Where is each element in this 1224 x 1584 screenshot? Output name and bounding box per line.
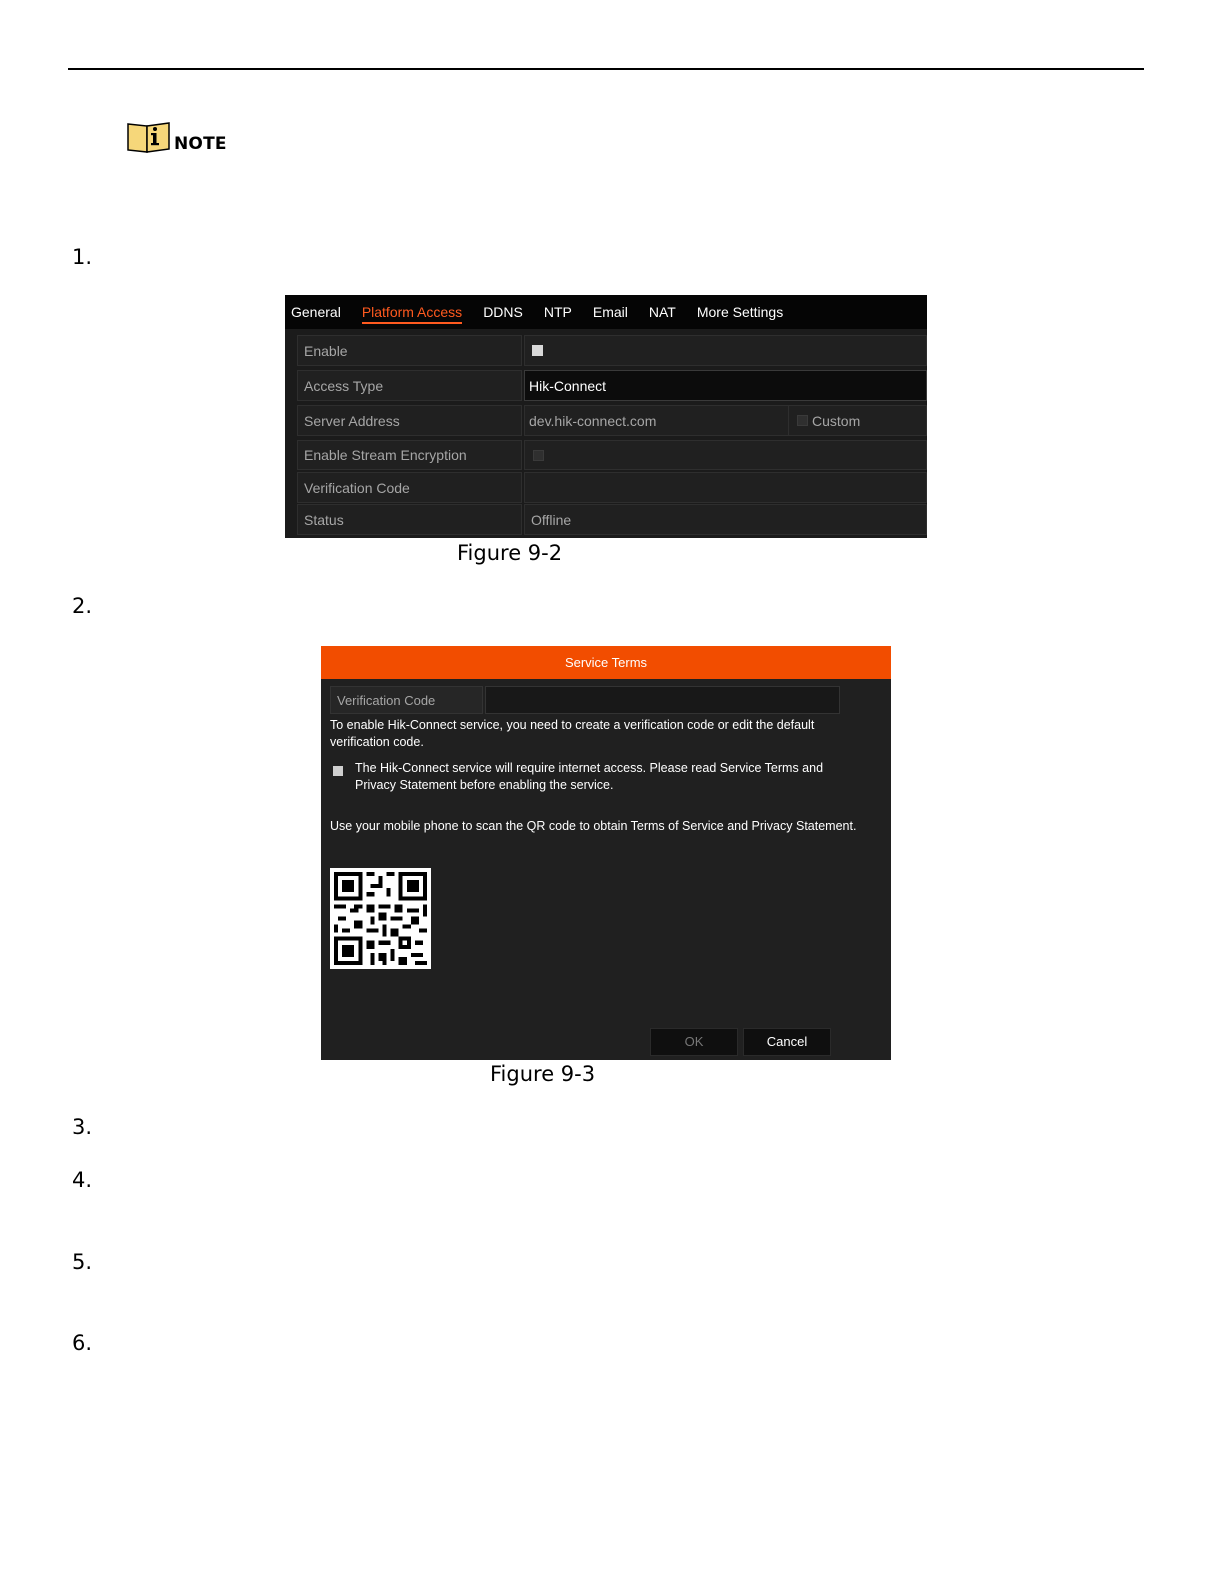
step-number: 6. — [72, 1331, 93, 1355]
custom-label: Custom — [812, 412, 861, 429]
server-address-field[interactable] — [524, 405, 927, 436]
header-rule — [68, 68, 1144, 70]
step-number: 5. — [72, 1250, 93, 1274]
enable-checkbox[interactable] — [532, 345, 543, 356]
tab-nat[interactable]: NAT — [648, 304, 676, 320]
info-line: To enable Hik-Connect service, you need to create a verification code or edit the default — [330, 718, 815, 732]
tab-ntp[interactable]: NTP — [543, 304, 572, 320]
settings-tab-bar — [285, 295, 927, 329]
enable-row — [297, 335, 927, 366]
scan-instruction: Use your mobile phone to scan the QR code to obtain Terms of Service and Privacy Statement. — [330, 819, 857, 833]
figure-caption: Figure 9-3 — [490, 1062, 596, 1086]
dialog-title: Service Terms — [321, 646, 891, 679]
enable-label: Enable — [297, 335, 522, 366]
status-value: Offline — [524, 504, 927, 535]
server-address-value: dev.hik-connect.com — [529, 412, 657, 429]
stream-encryption-cell — [524, 440, 927, 470]
agree-checkbox[interactable] — [333, 766, 343, 776]
service-terms-dialog — [321, 646, 891, 1060]
tab-ddns[interactable]: DDNS — [483, 304, 523, 320]
verification-code-input[interactable] — [485, 686, 840, 714]
verification-code-label: Verification Code — [330, 686, 483, 714]
verification-code-row — [297, 472, 927, 503]
info-book-icon — [127, 120, 171, 154]
stream-encryption-row — [297, 440, 927, 470]
enable-cell — [524, 335, 927, 366]
stream-encryption-checkbox[interactable] — [533, 450, 544, 461]
verification-code-field[interactable] — [524, 472, 927, 503]
platform-access-screenshot — [285, 295, 927, 538]
tab-email[interactable]: Email — [592, 304, 628, 320]
verification-code-row — [330, 686, 840, 714]
status-row — [297, 504, 927, 535]
figure-caption: Figure 9-2 — [457, 541, 563, 565]
step-number: 2. — [72, 594, 93, 618]
stream-encryption-label: Enable Stream Encryption — [297, 440, 522, 470]
access-type-label: Access Type — [297, 370, 522, 401]
tab-platform-access[interactable]: Platform Access — [362, 295, 462, 329]
info-line: verification code. — [330, 734, 424, 749]
tab-general[interactable]: General — [291, 304, 341, 320]
status-label: Status — [297, 504, 522, 535]
step-number: 4. — [72, 1168, 93, 1192]
agree-text — [355, 760, 823, 793]
access-type-row — [297, 370, 927, 401]
custom-checkbox[interactable] — [797, 415, 808, 426]
qr-code-icon — [330, 868, 431, 969]
ok-button[interactable]: OK — [650, 1028, 738, 1056]
server-address-row — [297, 405, 927, 436]
info-text — [330, 717, 814, 750]
agree-line: The Hik-Connect service will require internet access. Please read Service Terms and — [355, 761, 824, 775]
step-number: 1. — [72, 245, 93, 269]
note-callout — [127, 120, 227, 154]
tab-more-settings[interactable]: More Settings — [696, 304, 784, 320]
agree-line: Privacy Statement before enabling the service. — [355, 777, 614, 792]
custom-toggle[interactable] — [788, 406, 926, 435]
server-address-label: Server Address — [297, 405, 522, 436]
note-label: NOTE — [174, 134, 227, 154]
access-type-select[interactable]: Hik-Connect — [524, 370, 927, 401]
verification-code-label: Verification Code — [297, 472, 522, 503]
step-number: 3. — [72, 1115, 93, 1139]
cancel-button[interactable]: Cancel — [743, 1028, 831, 1056]
